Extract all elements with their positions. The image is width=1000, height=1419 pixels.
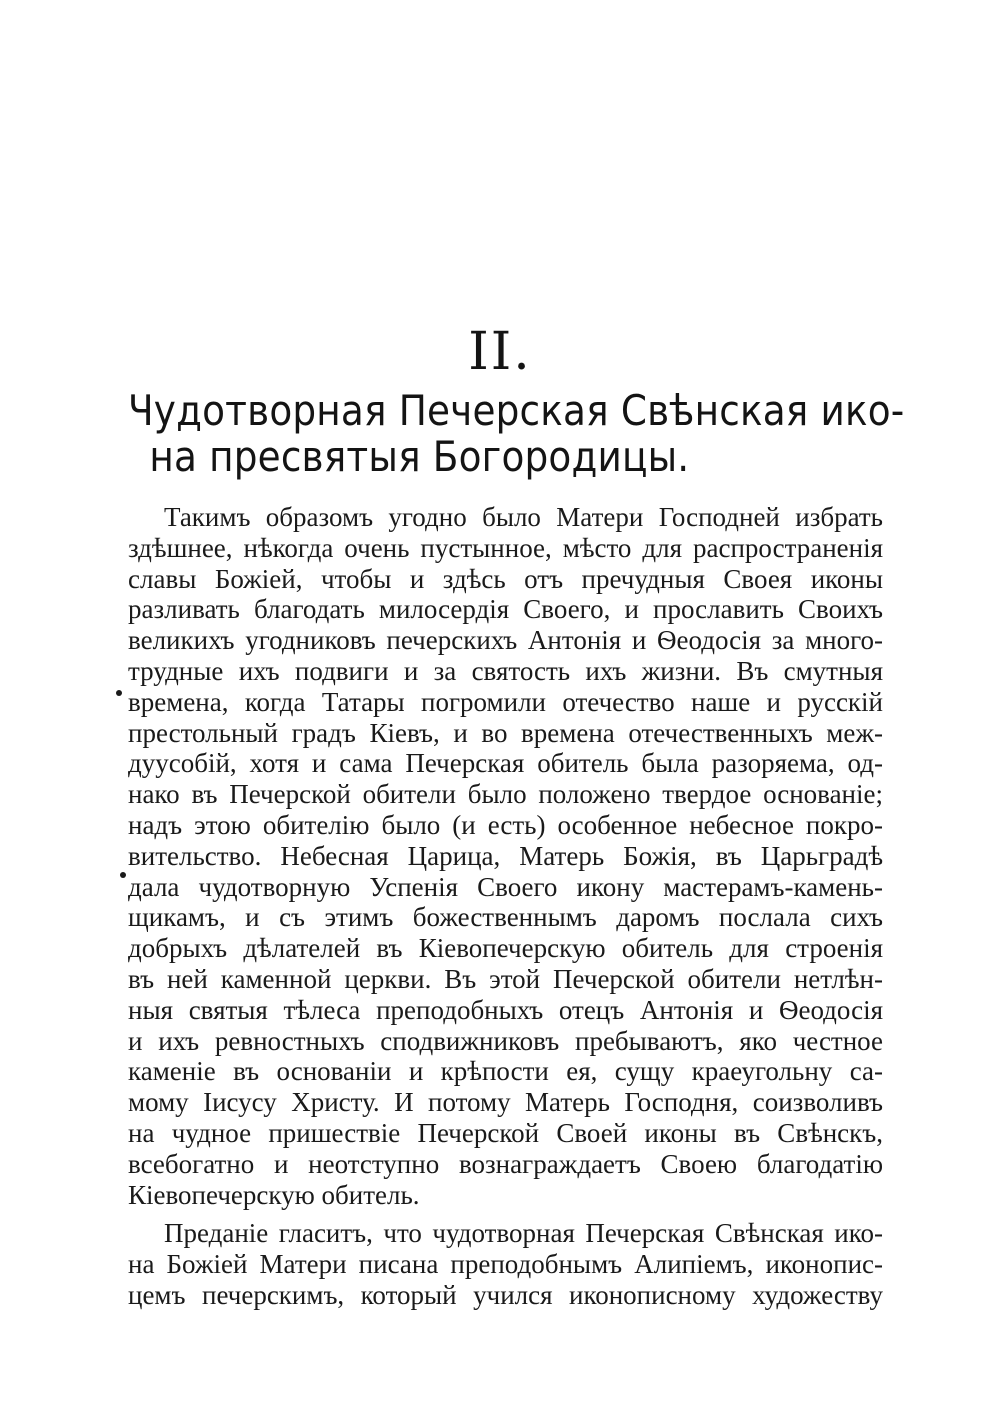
margin-dot-mark [116,690,122,696]
body-text [128,502,883,1311]
text-line: Такимъ образомъ угодно было Матери Господней избрать [164,502,883,532]
chapter-title-line: Чудотворная Печерская Свѣнская ико- [128,386,905,435]
text-line: въ ней каменной церкви. Въ этой Печерской обители нетлѣн- [128,963,883,994]
text-line: и ихъ ревностныхъ сподвижниковъ пребываютъ, яко честное [128,1025,883,1056]
margin-dot-mark [120,872,126,878]
text-line: мому Іисусу Христу. И потому Матерь Господня, соизволивъ [128,1087,883,1118]
text-line: дуусобій, хотя и сама Печерская обитель была разоряема, од- [128,748,883,779]
chapter-title [128,386,905,481]
paragraph [128,502,883,1210]
chapter-number: II. [468,322,532,382]
paragraph [128,1218,883,1310]
text-line: всебогатно и неотступно вознаграждаетъ Своею благодатію [128,1148,883,1179]
text-line: вительство. Небесная Царица, Матерь Божія, въ Царьградѣ [128,840,883,871]
text-line: на Божіей Матери писана преподобнымъ Алипіемъ, иконопис- [128,1249,883,1280]
text-line: времена, когда Татары погромили отечество наше и русскій [128,686,883,717]
text-line: добрыхъ дѣлателей въ Кіевопечерскую обитель для строенія [128,933,883,964]
chapter-title-line: на пресвятыя Богородицы. [149,432,690,481]
text-line: на чудное пришествіе Печерской Своей иконы въ Свѣнскъ, [128,1117,883,1148]
text-line: нако въ Печерской обители было положено твердое основаніе; [128,779,883,810]
text-line: здѣшнее, нѣкогда очень пустынное, мѣсто для распространенія [128,532,883,563]
text-line: разливать благодать милосердія Своего, и прославить Своихъ [128,594,883,625]
text-line: цемъ печерскимъ, который учился иконописному художеству [128,1279,883,1310]
text-line: Кіевопечерскую обитель. [128,1179,420,1210]
text-line: каменіе въ основаніи и крѣпости ея, сущу краеугольну са- [128,1056,883,1087]
text-line: трудные ихъ подвиги и за святость ихъ жизни. Въ смутныя [128,655,883,686]
text-line: надъ этою обителію было (и есть) особенное небесное покро- [128,809,883,840]
text-line: дала чудотворную Успенія Своего икону мастерамъ-камень- [128,871,883,902]
text-line: великихъ угодниковъ печерскихъ Антонія и Ѳеодосія за много- [128,625,883,656]
text-line: щикамъ, и съ этимъ божественнымъ даромъ послала сихъ [128,902,883,933]
text-line: престольный градъ Кіевъ, и во времена отечественныхъ меж- [128,717,883,748]
text-line: ныя святыя тѣлеса преподобныхъ отецъ Антонія и Ѳеодосія [128,994,883,1025]
text-line: славы Божіей, чтобы и здѣсь отъ пречудныя Своея иконы [128,563,883,594]
text-line: Преданіе гласитъ, что чудотворная Печерская Свѣнская ико- [164,1218,883,1249]
